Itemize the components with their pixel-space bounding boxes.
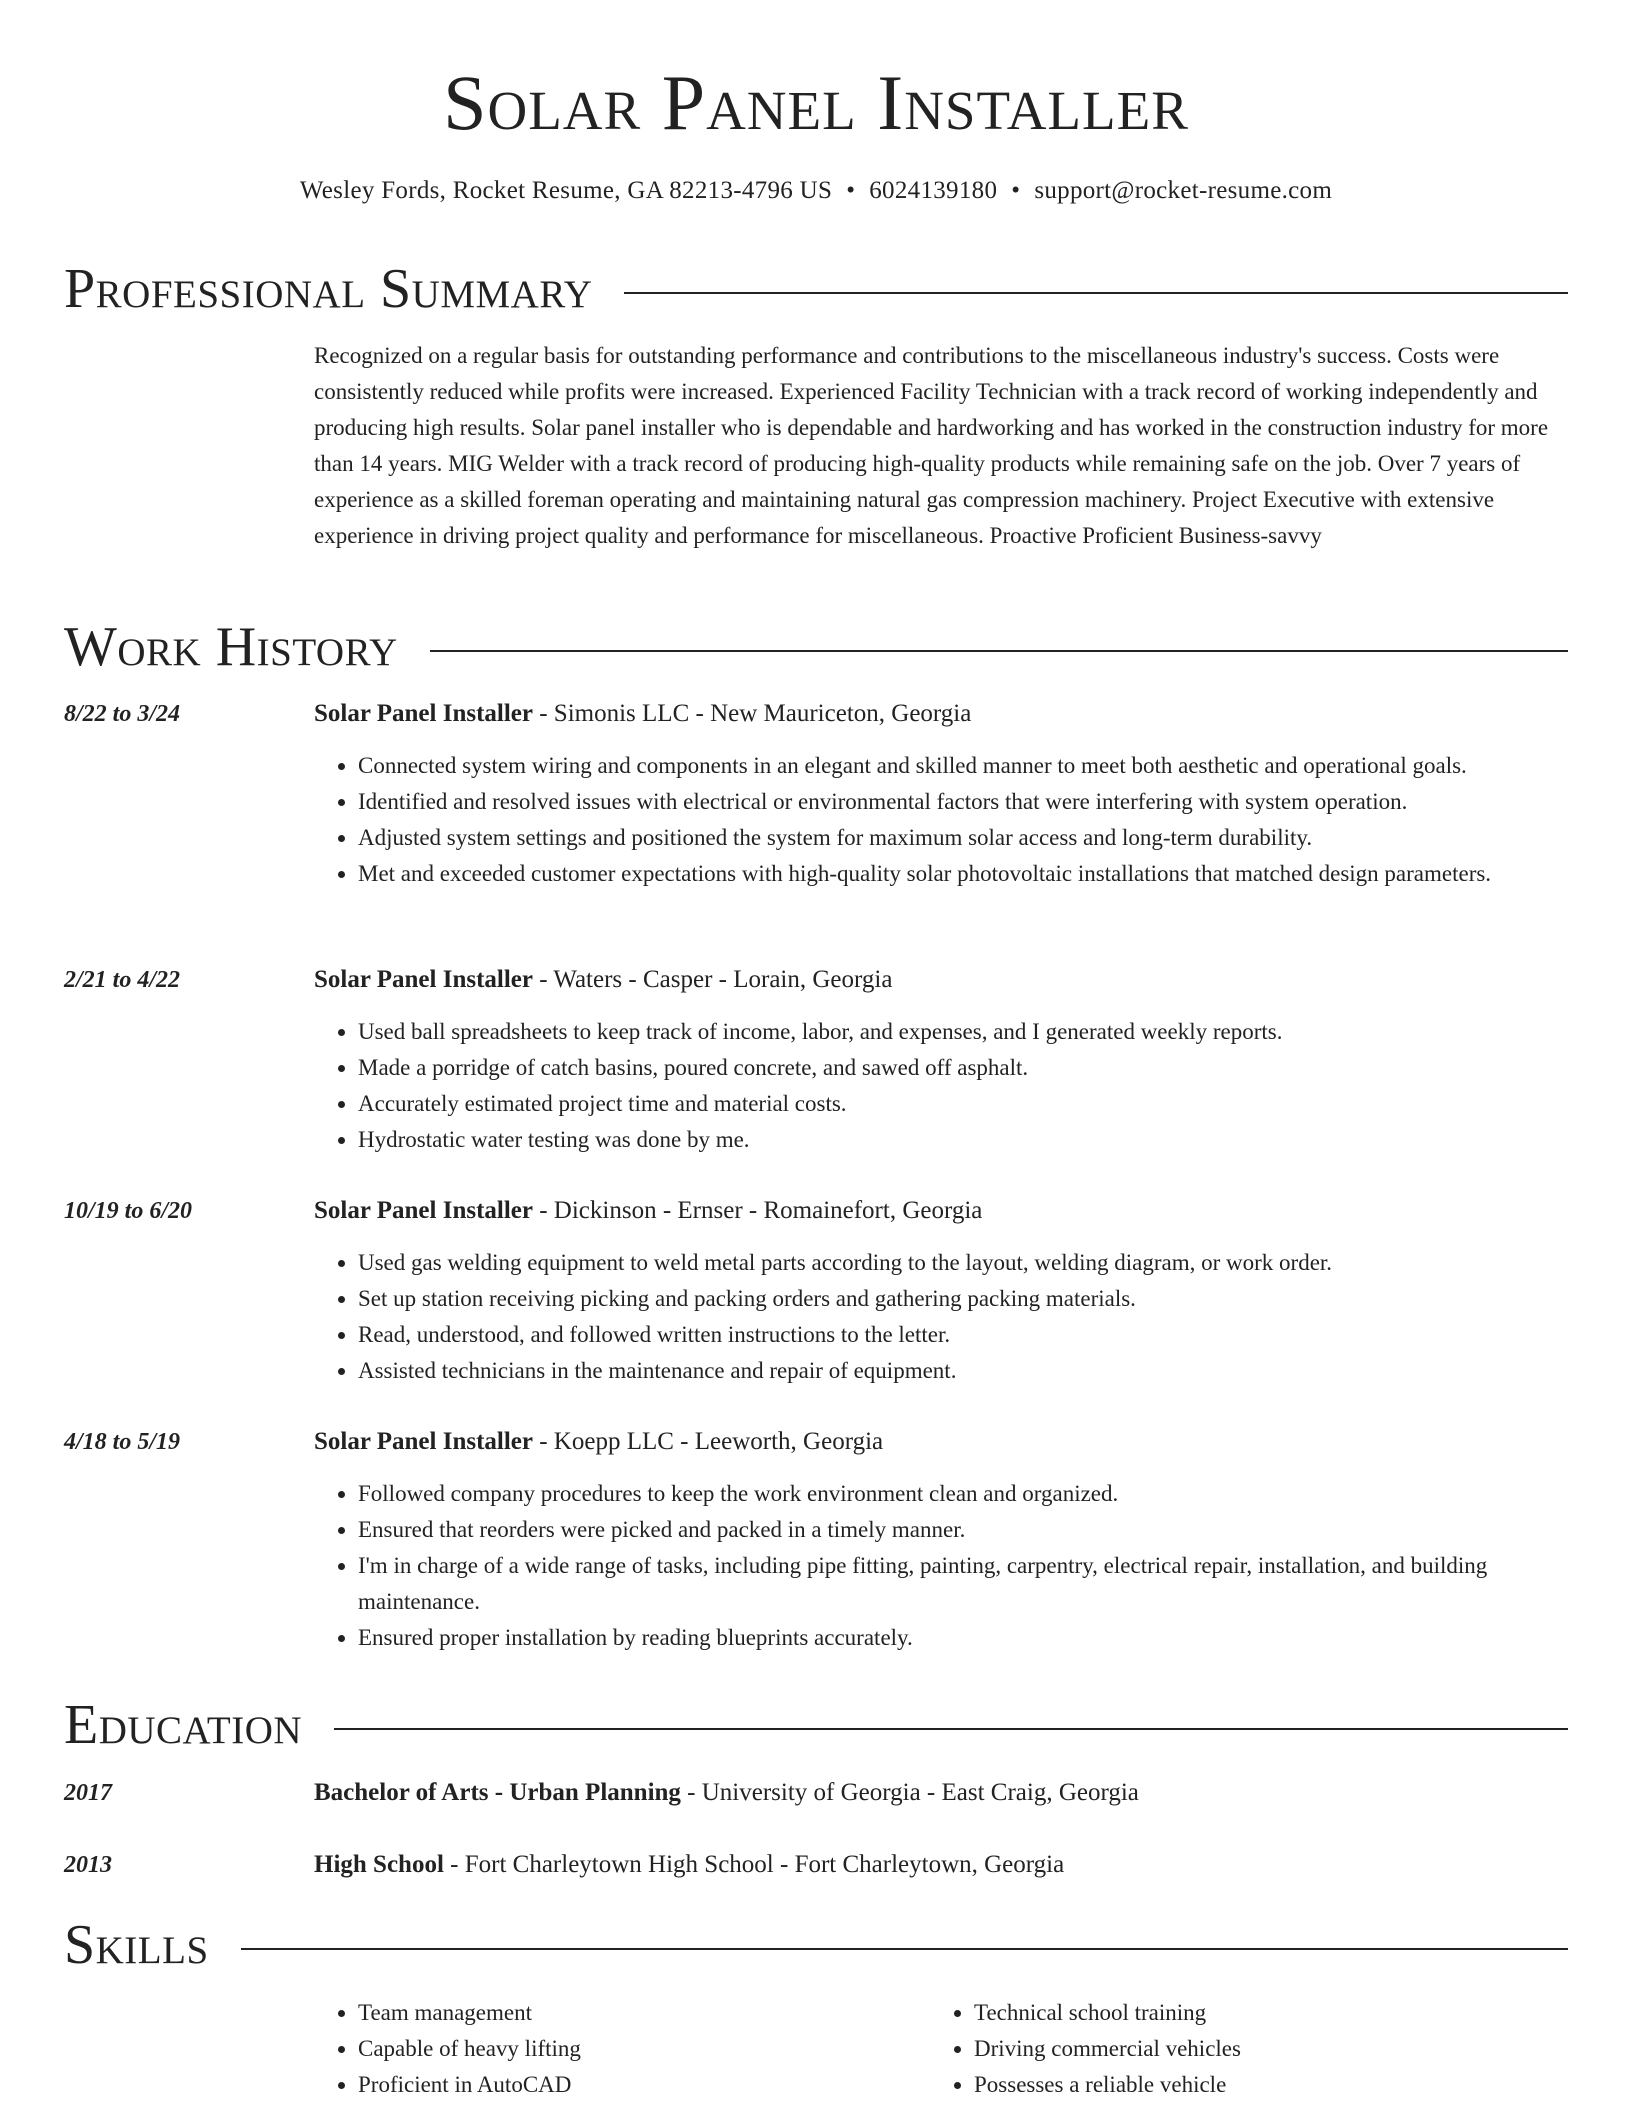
skill-item: • Driving commercial vehicles — [974, 2031, 1546, 2067]
work-role: Solar Panel Installer — [314, 1428, 533, 1455]
work-bullet: • Followed company procedures to keep the work environment clean and organized. — [358, 1476, 1568, 1512]
skills-column-left — [314, 1995, 930, 2103]
work-section-header — [64, 612, 1568, 682]
work-bullet: • Read, understood, and followed written instructions to the letter. — [358, 1317, 1568, 1353]
skill-item: • Capable of heavy lifting — [358, 2031, 930, 2067]
education-year: 2017 — [64, 1780, 112, 1806]
education-section-header — [64, 1690, 1568, 1760]
education-details: - Fort Charleytown High School - Fort Charleytown, Georgia — [443, 1851, 1065, 1878]
work-section-title: Work History — [64, 616, 398, 678]
work-role: Solar Panel Installer — [314, 700, 533, 727]
section-divider — [430, 650, 1568, 652]
work-dates: 4/18 to 5/19 — [64, 1429, 181, 1455]
work-bullet: • Hydrostatic water testing was done by me. — [358, 1122, 1568, 1158]
skill-item: • Possesses a reliable vehicle — [974, 2067, 1546, 2103]
education-headline — [314, 1847, 1064, 1883]
contact-phone: 6024139180 — [869, 177, 998, 204]
education-section-title: Education — [64, 1694, 303, 1756]
contact-email[interactable]: support@rocket-resume.com — [1034, 177, 1333, 204]
work-details: - Dickinson - Ernser - Romainefort, Georgia — [532, 1197, 983, 1224]
education-details: - University of Georgia - East Craig, Georgia — [680, 1779, 1139, 1806]
work-details: - Koepp LLC - Leeworth, Georgia — [532, 1428, 884, 1455]
education-degree: High School — [314, 1851, 444, 1878]
work-bullets — [314, 1245, 1568, 1389]
skill-item: • Proficient in AutoCAD — [358, 2067, 930, 2103]
summary-section-title: Professional Summary — [64, 258, 593, 320]
work-bullets — [314, 748, 1568, 892]
summary-section-header — [64, 254, 1568, 324]
work-bullet: • Met and exceeded customer expectations with high-quality solar photovoltaic installations that matched design parameters. — [358, 856, 1568, 892]
section-divider — [241, 1948, 1568, 1950]
work-bullet: • Made a porridge of catch basins, poured concrete, and sawed off asphalt. — [358, 1050, 1568, 1086]
contact-separator: • — [1011, 177, 1021, 204]
contact-address: Wesley Fords, Rocket Resume, GA 82213-4796 US — [299, 177, 833, 204]
work-bullets — [314, 1476, 1568, 1656]
work-bullet: • Used ball spreadsheets to keep track of income, labor, and expenses, and I generated weekly reports. — [358, 1014, 1568, 1050]
work-headline — [314, 962, 892, 998]
work-bullet: • Adjusted system settings and positioned the system for maximum solar access and long-term durability. — [358, 820, 1568, 856]
section-divider — [334, 1728, 1568, 1730]
work-details: - Waters - Casper - Lorain, Georgia — [532, 966, 893, 993]
work-role: Solar Panel Installer — [314, 966, 533, 993]
summary-text: Recognized on a regular basis for outstanding performance and contributions to the miscellaneous industry's success. Costs were consistently reduced while profits were increased. Experienced Facility Technician with a track record of working independently and producing high results. Solar panel installer who is dependable and hardworking and has worked in the construction industry for more than 14 years. MIG Welder with a track record of producing high-quality products while remaining safe on the job. Over 7 years of experience as a skilled foreman operating and maintaining natural gas compression machinery. Project Executive with extensive experience in driving project quality and performance for miscellaneous. Proactive Proficient Business-savvy — [314, 343, 1549, 548]
skill-item: • Team management — [358, 1995, 930, 2031]
education-degree: Bachelor of Arts - Urban Planning — [314, 1779, 681, 1806]
work-bullet: • Set up station receiving picking and packing orders and gathering packing materials. — [358, 1281, 1568, 1317]
work-headline — [314, 696, 971, 732]
skill-item: • Technical school training — [974, 1995, 1546, 2031]
work-bullet: • Connected system wiring and components in an elegant and skilled manner to meet both aesthetic and operational goals. — [358, 748, 1568, 784]
work-headline — [314, 1424, 883, 1460]
skills-list — [314, 1995, 1566, 2103]
work-bullet: • Assisted technicians in the maintenance and repair of equipment. — [358, 1353, 1568, 1389]
work-bullet: • Accurately estimated project time and material costs. — [358, 1086, 1568, 1122]
contact-separator: • — [846, 177, 856, 204]
resume-title: Solar Panel Installer — [443, 59, 1189, 146]
skills-section-header — [64, 1910, 1568, 1980]
work-details: - Simonis LLC - New Mauriceton, Georgia — [532, 700, 972, 727]
education-headline — [314, 1775, 1139, 1811]
skills-column-right — [930, 1995, 1546, 2103]
work-bullet: • Used gas welding equipment to weld metal parts according to the layout, welding diagram, or work order. — [358, 1245, 1568, 1281]
work-dates: 2/21 to 4/22 — [64, 967, 181, 993]
contact-line — [0, 174, 1632, 208]
education-year: 2013 — [64, 1852, 112, 1878]
section-divider — [624, 292, 1568, 294]
work-role: Solar Panel Installer — [314, 1197, 533, 1224]
work-bullet: • I'm in charge of a wide range of tasks, including pipe fitting, painting, carpentry, electrical repair, installation, and building maintenance. — [358, 1548, 1568, 1620]
work-dates: 10/19 to 6/20 — [64, 1198, 193, 1224]
work-bullet: • Ensured proper installation by reading blueprints accurately. — [358, 1620, 1568, 1656]
work-bullet: • Identified and resolved issues with electrical or environmental factors that were interfering with system operation. — [358, 784, 1568, 820]
work-dates: 8/22 to 3/24 — [64, 701, 181, 727]
work-bullet: • Ensured that reorders were picked and packed in a timely manner. — [358, 1512, 1568, 1548]
work-headline — [314, 1193, 982, 1229]
work-bullets — [314, 1014, 1568, 1158]
skills-section-title: Skills — [64, 1914, 209, 1976]
